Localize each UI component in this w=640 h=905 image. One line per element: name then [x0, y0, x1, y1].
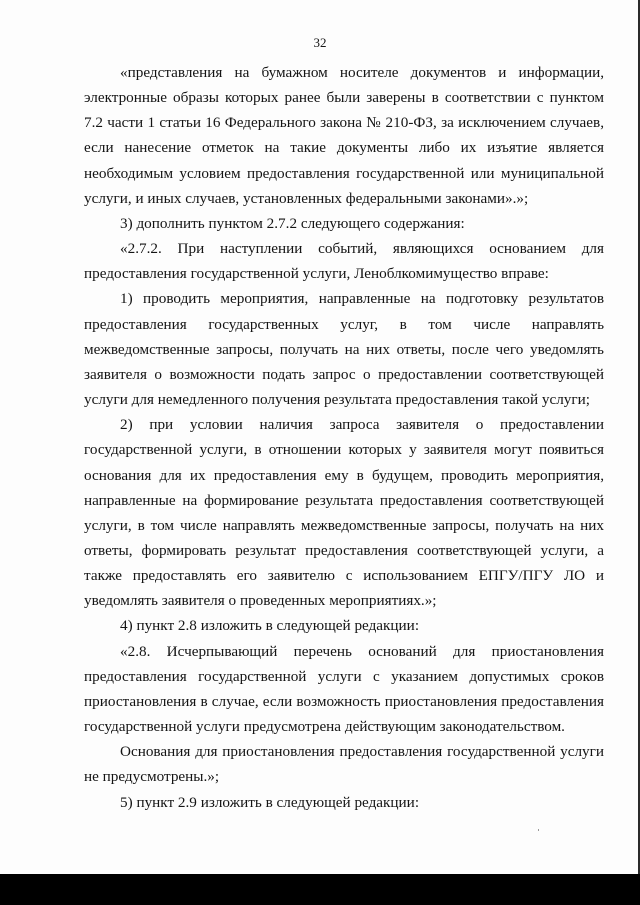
- scan-bottom-border: [0, 874, 640, 905]
- document-body: [84, 60, 604, 815]
- paragraph-3: «2.7.2. При наступлении событий, являющихся основанием для предоставления государственной услуги, Леноблкомимущество вправе:: [84, 240, 604, 283]
- paragraph-2: 3) дополнить пунктом 2.7.2 следующего содержания:: [120, 214, 465, 232]
- scan-speck: [538, 829, 539, 831]
- paragraph-8: Основания для приостановления предоставления государственной услуги не предусмотрены.»;: [84, 743, 604, 786]
- page-number: 32: [313, 35, 327, 50]
- paragraph-5: 2) при условии наличия запроса заявителя о предоставлении государственной услуги, в отношении которых у заявителя могут появиться основания для их предоставления ему в будущем, проводить мероприятия, направленные на формирование результата предоставления соответствующей услуги, в том числе направлять межведомственные запросы, получать на них ответы, формировать результат предоставления соответствующей услуги, а также предоставлять его заявителю с использованием ЕПГУ/ПГУ ЛО и уведомлять заявителя о проведенных мероприятиях.»;: [84, 416, 604, 610]
- paragraph-6: 4) пункт 2.8 изложить в следующей редакции:: [120, 617, 420, 635]
- paragraph-9: 5) пункт 2.9 изложить в следующей редакции:: [120, 793, 420, 811]
- paragraph-1: «представления на бумажном носителе документов и информации, электронные образы которых ранее были заверены в соответствии с пунктом 7.2 части 1 статьи 16 Федерального закона № 210-ФЗ, за исключением случаев, если нанесение отметок на такие документы либо их изъятие является необходимым условием предоставления государственной или муниципальной услуги, и иных случаев, установленных федеральными законами».»;: [84, 64, 604, 207]
- paragraph-4: 1) проводить мероприятия, направленные на подготовку результатов предоставления государственных услуг, в том числе направлять межведомственные запросы, получать на них ответы, после чего уведомлять заявителя о возможности подать запрос о предоставлении соответствующей услуги для немедленного получения результата предоставления такой услуги;: [84, 290, 604, 409]
- paragraph-7: «2.8. Исчерпывающий перечень оснований для приостановления предоставления государственной услуги с указанием допустимых сроков приостановления в случае, если возможность приостановления предоставления государственной услуги предусмотрена действующим законодательством.: [84, 642, 604, 736]
